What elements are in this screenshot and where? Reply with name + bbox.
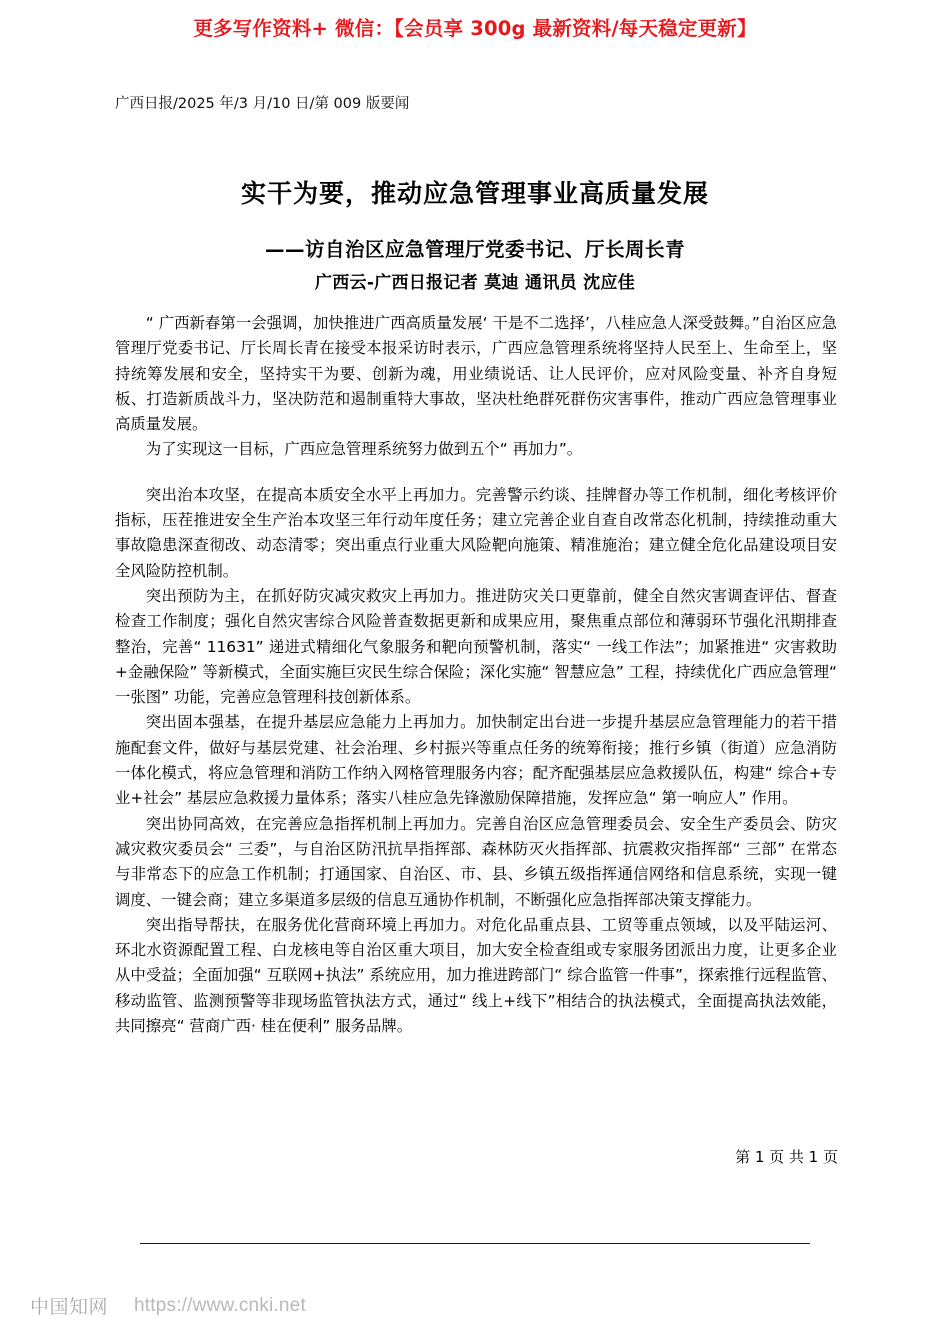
page-number: 第 1 页 共 1 页 [735, 1148, 838, 1166]
article-paragraph: “ 广西新春第一会强调，加快推进广西高质量发展‘ 干是不二选择’，八桂应急人深受鼓舞。”自治区应急管理厅党委书记、厅长周长青在接受本报采访时表示，广西应急管理系统将坚持人民至上、生命至上，坚持统筹发展和安全，坚持实干为要、创新为魂，用业绩说话、让人民评价，应对风险变量、补齐自身短板、打造新质战斗力，坚决防范和遏制重特大事故，坚决杜绝群死群伤灾害事件，推动广西应急管理事业高质量发展。 [115, 314, 837, 434]
article-paragraph: 突出固本强基，在提升基层应急能力上再加力。加快制定出台进一步提升基层应急管理能力的若干措施配套文件，做好与基层党建、社会治理、乡村振兴等重点任务的统筹衔接；推行乡镇（街道）应急消防一体化模式，将应急管理和消防工作纳入网格管理服务内容；配齐配强基层应急救援队伍，构建“ 综合+专业+社会” 基层应急救援力量体系；落实八桂应急先锋激励保障措施，发挥应急“ 第一响应人” 作用。 [115, 713, 837, 808]
cnki-footer [30, 1292, 306, 1319]
cnki-url[interactable]: https://www.cnki.net [134, 1294, 306, 1316]
article-subtitle: ——访自治区应急管理厅党委书记、厅长周长青 [264, 238, 685, 262]
cnki-logo: 中国知网 [30, 1296, 109, 1318]
article-byline: 广西云-广西日报记者 莫迪 通讯员 沈应佳 [314, 273, 636, 293]
article-paragraph: 突出治本攻坚，在提高本质安全水平上再加力。完善警示约谈、挂牌督办等工作机制，细化考核评价指标，压茬推进安全生产治本攻坚三年行动年度任务；建立完善企业自查自改常态化机制，持续推动重大事故隐患深查彻改、动态清零；突出重点行业重大风险靶向施策、精准施治；建立健全危化品建设项目安全风险防控机制。 [115, 485, 837, 580]
page-title: 实干为要，推动应急管理事业高质量发展 [240, 178, 709, 208]
source-citation: 广西日报/2025 年/3 月/10 日/第 009 版要闻 [115, 96, 410, 112]
article-paragraph: 突出指导帮扶，在服务优化营商环境上再加力。对危化品重点县、工贸等重点领域，以及平陆运河、环北水资源配置工程、白龙核电等自治区重大项目，加大安全检查组或专家服务团派出力度，让更多企业从中受益；全面加强“ 互联网+执法” 系统应用，加力推进跨部门“ 综合监管一件事”，探索推行远程监管、移动监管、监测预警等非现场监管执法方式，通过“ 线上+线下”相结合的执法模式，全面提高执法效能，共同擦亮“ 营商广西· 桂在便利” 服务品牌。 [115, 915, 837, 1036]
article-paragraph: 为了实现这一目标，广西应急管理系统努力做到五个“ 再加力”。 [145, 440, 583, 459]
article-paragraph: 突出协同高效，在完善应急指挥机制上再加力。完善自治区应急管理委员会、安全生产委员会、防灾减灾救灾委员会“ 三委”，与自治区防汛抗旱指挥部、森林防灭火指挥部、抗震救灾指挥部“ 三部” 在常态与非常态下的应急工作机制；打通国家、自治区、市、县、乡镇五级指挥通信网络和信息系统，实现一键调度、一键会商；建立多渠道多层级的信息互通协作机制，不断强化应急指挥部决策支撑能力。 [115, 814, 837, 909]
article-body [115, 311, 837, 1039]
promo-banner-text: 更多写作资料+ 微信：【会员享 300g 最新资料/每天稳定更新】 [193, 17, 757, 40]
footer-divider [140, 1243, 810, 1244]
article-paragraph: 突出预防为主，在抓好防灾减灾救灾上再加力。推进防灾关口更靠前，健全自然灾害调查评估、督查检查工作制度；强化自然灾害综合风险普查数据更新和成果应用，聚焦重点部位和薄弱环节强化汛期排查整治，完善“ 11631” 递进式精细化气象服务和靶向预警机制，落实“ 一线工作法”；加紧推进“ 灾害救助+金融保险” 等新模式，全面实施巨灾民生综合保险；深化实施“ 智慧应急” 工程，持续优化广西应急管理“ 一张图” 功能，完善应急管理科技创新体系。 [115, 586, 837, 707]
